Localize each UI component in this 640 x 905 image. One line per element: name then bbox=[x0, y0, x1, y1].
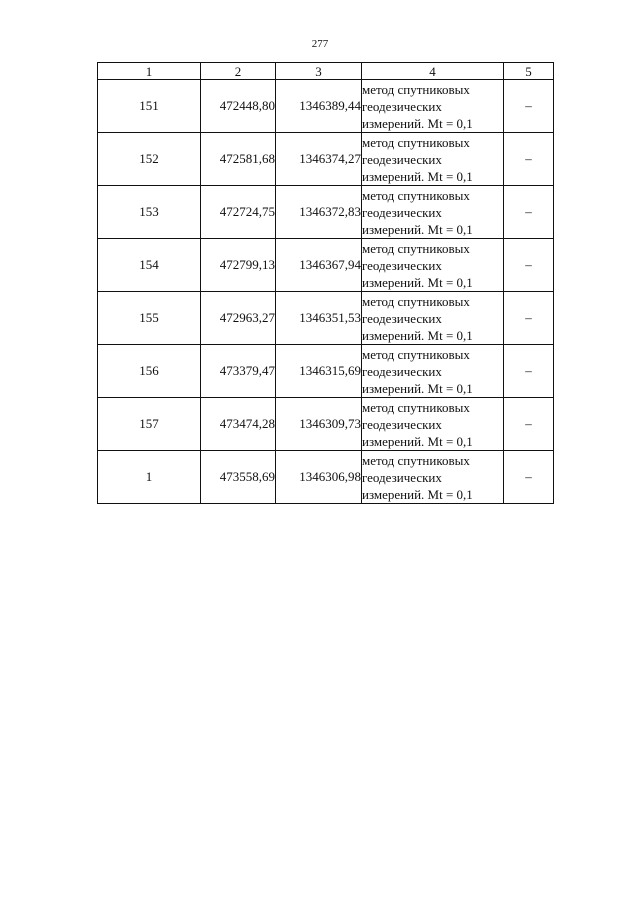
x-coordinate-cell: 472448,80 bbox=[201, 80, 276, 133]
table-body bbox=[98, 80, 554, 504]
point-number-cell: 155 bbox=[98, 292, 201, 345]
header-col-5: 5 bbox=[504, 63, 554, 80]
table-header bbox=[98, 63, 554, 80]
error-cell: – bbox=[504, 186, 554, 239]
table-row bbox=[98, 80, 554, 133]
point-number-cell: 1 bbox=[98, 451, 201, 504]
method-line: геодезических bbox=[362, 257, 442, 273]
method-line: измерений. Mt = 0,1 bbox=[362, 274, 473, 290]
method-cell bbox=[362, 186, 504, 239]
error-cell: – bbox=[504, 345, 554, 398]
method-line: измерений. Mt = 0,1 bbox=[362, 380, 473, 396]
table-row bbox=[98, 398, 554, 451]
error-cell: – bbox=[504, 133, 554, 186]
header-col-3: 3 bbox=[276, 63, 362, 80]
method-line: метод спутниковых bbox=[362, 187, 470, 203]
point-number-cell: 154 bbox=[98, 239, 201, 292]
header-col-2: 2 bbox=[201, 63, 276, 80]
method-line: метод спутниковых bbox=[362, 346, 470, 362]
method-line: метод спутниковых bbox=[362, 240, 470, 256]
method-line: метод спутниковых bbox=[362, 134, 470, 150]
error-cell: – bbox=[504, 451, 554, 504]
point-number-cell: 156 bbox=[98, 345, 201, 398]
x-coordinate-cell: 473558,69 bbox=[201, 451, 276, 504]
y-coordinate-cell: 1346374,27 bbox=[276, 133, 362, 186]
x-coordinate-cell: 472963,27 bbox=[201, 292, 276, 345]
table-row bbox=[98, 451, 554, 504]
x-coordinate-cell: 472799,13 bbox=[201, 239, 276, 292]
method-line: геодезических bbox=[362, 469, 442, 485]
method-line: геодезических bbox=[362, 363, 442, 379]
method-line: измерений. Mt = 0,1 bbox=[362, 168, 473, 184]
y-coordinate-cell: 1346372,83 bbox=[276, 186, 362, 239]
point-number-cell: 157 bbox=[98, 398, 201, 451]
x-coordinate-cell: 472724,75 bbox=[201, 186, 276, 239]
method-line: геодезических bbox=[362, 98, 442, 114]
point-number-cell: 153 bbox=[98, 186, 201, 239]
point-number-cell: 151 bbox=[98, 80, 201, 133]
error-cell: – bbox=[504, 292, 554, 345]
method-line: геодезических bbox=[362, 151, 442, 167]
page-number: 277 bbox=[311, 38, 329, 50]
y-coordinate-cell: 1346309,73 bbox=[276, 398, 362, 451]
header-col-1: 1 bbox=[98, 63, 201, 80]
header-row bbox=[98, 63, 554, 80]
method-cell bbox=[362, 133, 504, 186]
method-line: измерений. Mt = 0,1 bbox=[362, 327, 473, 343]
table-row bbox=[98, 186, 554, 239]
method-line: метод спутниковых bbox=[362, 399, 470, 415]
method-line: метод спутниковых bbox=[362, 452, 470, 468]
method-line: метод спутниковых bbox=[362, 293, 470, 309]
error-cell: – bbox=[504, 398, 554, 451]
header-col-4: 4 bbox=[362, 63, 504, 80]
error-cell: – bbox=[504, 80, 554, 133]
method-cell bbox=[362, 345, 504, 398]
x-coordinate-cell: 472581,68 bbox=[201, 133, 276, 186]
method-line: измерений. Mt = 0,1 bbox=[362, 115, 473, 131]
method-line: геодезических bbox=[362, 416, 442, 432]
y-coordinate-cell: 1346306,98 bbox=[276, 451, 362, 504]
table-row bbox=[98, 239, 554, 292]
x-coordinate-cell: 473379,47 bbox=[201, 345, 276, 398]
method-line: метод спутниковых bbox=[362, 81, 470, 97]
method-line: измерений. Mt = 0,1 bbox=[362, 221, 473, 237]
method-cell bbox=[362, 239, 504, 292]
y-coordinate-cell: 1346389,44 bbox=[276, 80, 362, 133]
x-coordinate-cell: 473474,28 bbox=[201, 398, 276, 451]
method-line: геодезических bbox=[362, 310, 442, 326]
method-cell bbox=[362, 80, 504, 133]
method-cell bbox=[362, 451, 504, 504]
method-line: геодезических bbox=[362, 204, 442, 220]
point-number-cell: 152 bbox=[98, 133, 201, 186]
y-coordinate-cell: 1346351,53 bbox=[276, 292, 362, 345]
method-line: измерений. Mt = 0,1 bbox=[362, 433, 473, 449]
y-coordinate-cell: 1346367,94 bbox=[276, 239, 362, 292]
y-coordinate-cell: 1346315,69 bbox=[276, 345, 362, 398]
error-cell: – bbox=[504, 239, 554, 292]
table-row bbox=[98, 292, 554, 345]
coordinates-table bbox=[97, 62, 554, 504]
table-row bbox=[98, 345, 554, 398]
method-line: измерений. Mt = 0,1 bbox=[362, 486, 473, 502]
method-cell bbox=[362, 398, 504, 451]
method-cell bbox=[362, 292, 504, 345]
table-row bbox=[98, 133, 554, 186]
